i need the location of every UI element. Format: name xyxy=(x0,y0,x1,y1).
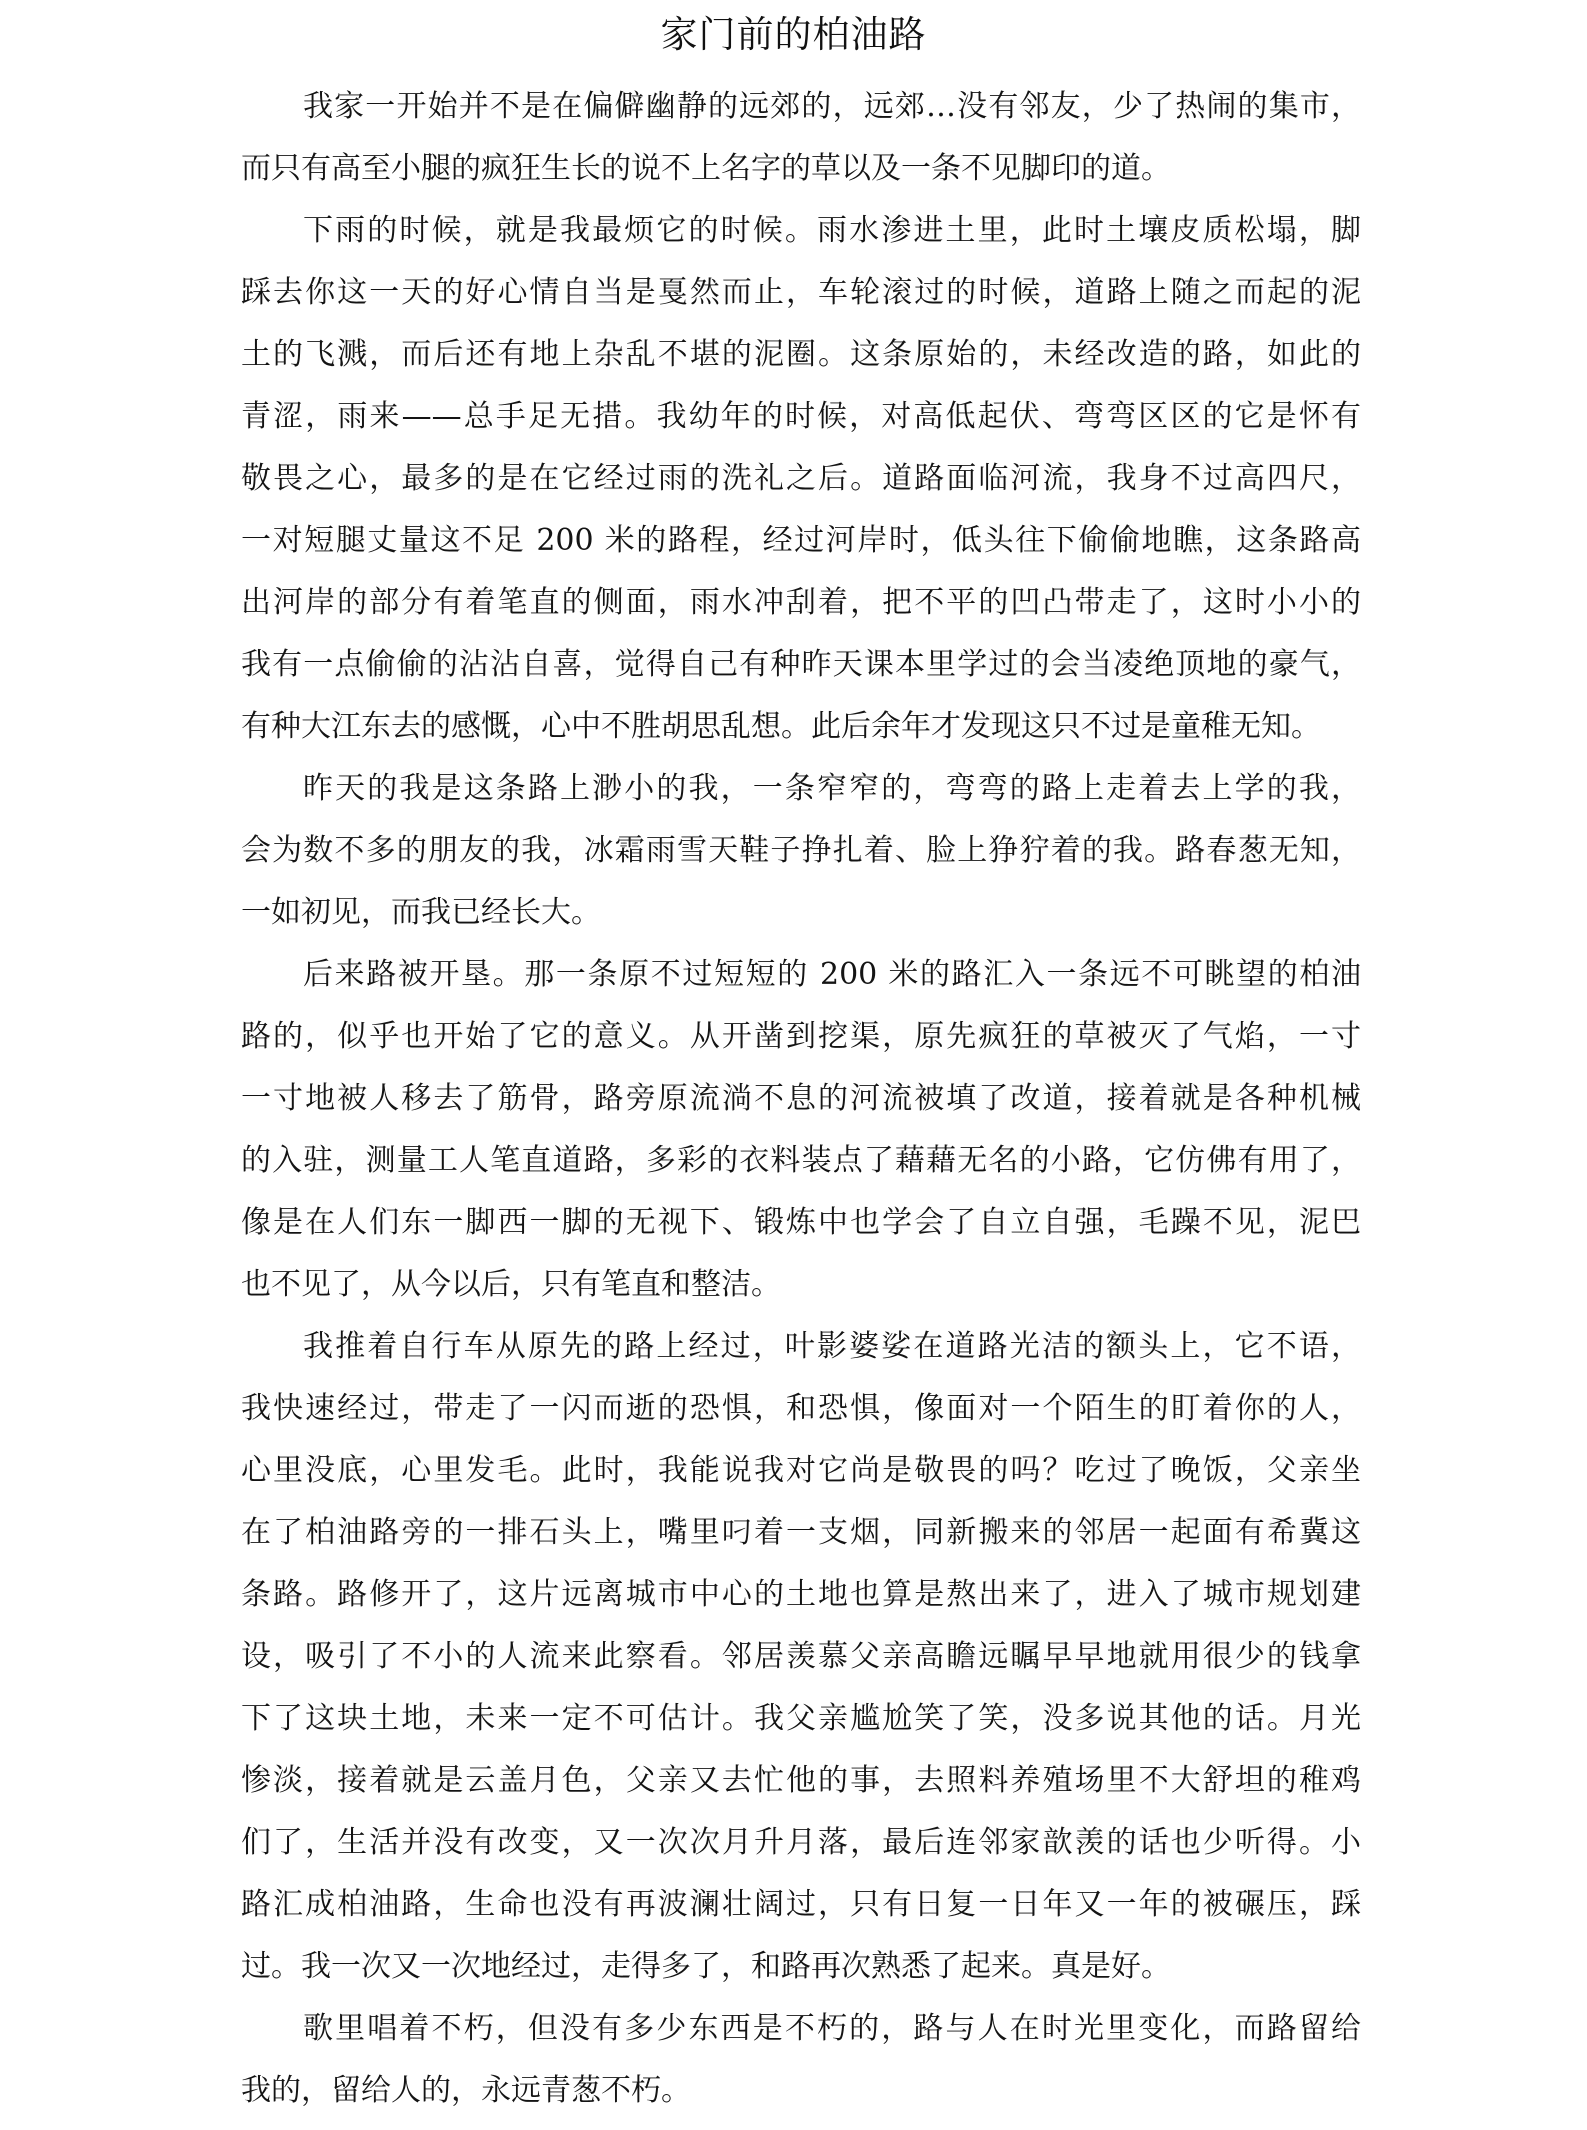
paragraph-line: 昨天的我是这条路上渺小的我，一条窄窄的，弯弯的路上走着去上学的我， xyxy=(303,771,1361,806)
paragraph-line: 设，吸引了不小的人流来此察看。邻居羡慕父亲高瞻远瞩早早地就用很少的钱拿 xyxy=(241,1639,1361,1674)
paragraph-line: 的入驻，测量工人笔直道路，多彩的衣料装点了藉藉无名的小路，它仿佛有用了， xyxy=(241,1143,1361,1178)
paragraph-line: 踩去你这一天的好心情自当是戛然而止，车轮滚过的时候，道路上随之而起的泥 xyxy=(241,275,1361,310)
paragraph-line: 我推着自行车从原先的路上经过，叶影婆娑在道路光洁的额头上，它不语， xyxy=(303,1329,1361,1364)
paragraph-line: 后来路被开垦。那一条原不过短短的 200 米的路汇入一条远不可眺望的柏油 xyxy=(303,957,1361,992)
paragraph-line: 我的，留给人的，永远青葱不朽。 xyxy=(241,2073,691,2108)
paragraph-line: 路的，似乎也开始了它的意义。从开凿到挖渠，原先疯狂的草被灭了气焰，一寸 xyxy=(241,1019,1361,1054)
paragraph-5 xyxy=(241,1316,1361,1998)
paragraph-3 xyxy=(241,758,1361,944)
essay-body xyxy=(241,76,1361,2122)
paragraph-line: 一对短腿丈量这不足 200 米的路程，经过河岸时，低头往下偷偷地瞧，这条路高 xyxy=(241,523,1361,558)
paragraph-line: 一寸地被人移去了筋骨，路旁原流淌不息的河流被填了改道，接着就是各种机械 xyxy=(241,1081,1361,1116)
essay-title: 家门前的柏油路 xyxy=(660,13,927,56)
paragraph-line: 有种大江东去的感慨，心中不胜胡思乱想。此后余年才发现这只不过是童稚无知。 xyxy=(241,709,1321,744)
paragraph-line: 青涩，雨来——总手足无措。我幼年的时候，对高低起伏、弯弯区区的它是怀有 xyxy=(241,399,1361,434)
paragraph-line: 过。我一次又一次地经过，走得多了，和路再次熟悉了起来。真是好。 xyxy=(241,1949,1171,1984)
paragraph-2 xyxy=(241,200,1361,758)
paragraph-line: 条路。路修开了，这片远离城市中心的土地也算是熬出来了，进入了城市规划建 xyxy=(241,1577,1361,1612)
paragraph-line: 路汇成柏油路，生命也没有再波澜壮阔过，只有日复一日年又一年的被碾压，踩 xyxy=(241,1887,1361,1922)
paragraph-line: 会为数不多的朋友的我，冰霜雨雪天鞋子挣扎着、脸上狰狞着的我。路春葱无知， xyxy=(241,833,1361,868)
paragraph-line: 在了柏油路旁的一排石头上，嘴里叼着一支烟，同新搬来的邻居一起面有希冀这 xyxy=(241,1515,1361,1550)
paragraph-line: 惨淡，接着就是云盖月色，父亲又去忙他的事，去照料养殖场里不大舒坦的稚鸡 xyxy=(241,1763,1361,1798)
paragraph-line: 土的飞溅，而后还有地上杂乱不堪的泥圈。这条原始的，未经改造的路，如此的 xyxy=(241,337,1361,372)
paragraph-line: 我有一点偷偷的沾沾自喜，觉得自己有种昨天课本里学过的会当凌绝顶地的豪气， xyxy=(241,647,1361,682)
paragraph-line: 敬畏之心，最多的是在它经过雨的洗礼之后。道路面临河流，我身不过高四尺， xyxy=(241,461,1361,496)
paragraph-line: 我家一开始并不是在偏僻幽静的远郊的，远郊…没有邻友，少了热闹的集市， xyxy=(303,89,1361,124)
paragraph-line: 们了，生活并没有改变，又一次次月升月落，最后连邻家歆羡的话也少听得。小 xyxy=(241,1825,1361,1860)
paragraph-line: 歌里唱着不朽，但没有多少东西是不朽的，路与人在时光里变化，而路留给 xyxy=(303,2011,1361,2046)
paragraph-line: 像是在人们东一脚西一脚的无视下、锻炼中也学会了自立自强，毛躁不见，泥巴 xyxy=(241,1205,1361,1240)
paragraph-line: 也不见了，从今以后，只有笔直和整洁。 xyxy=(241,1267,781,1302)
paragraph-line: 下雨的时候，就是我最烦它的时候。雨水渗进土里，此时土壤皮质松塌，脚 xyxy=(303,213,1361,248)
paragraph-line: 我快速经过，带走了一闪而逝的恐惧，和恐惧，像面对一个陌生的盯着你的人， xyxy=(241,1391,1361,1426)
paragraph-1 xyxy=(241,76,1361,200)
paragraph-line: 心里没底，心里发毛。此时，我能说我对它尚是敬畏的吗？吃过了晚饭，父亲坐 xyxy=(241,1453,1361,1488)
paragraph-line: 一如初见，而我已经长大。 xyxy=(241,895,601,930)
paragraph-line: 而只有高至小腿的疯狂生长的说不上名字的草以及一条不见脚印的道。 xyxy=(241,151,1171,186)
paragraph-6 xyxy=(241,1998,1361,2122)
paragraph-4 xyxy=(241,944,1361,1316)
paragraph-line: 下了这块土地，未来一定不可估计。我父亲尴尬笑了笑，没多说其他的话。月光 xyxy=(241,1701,1361,1736)
paragraph-line: 出河岸的部分有着笔直的侧面，雨水冲刮着，把不平的凹凸带走了，这时小小的 xyxy=(241,585,1361,620)
